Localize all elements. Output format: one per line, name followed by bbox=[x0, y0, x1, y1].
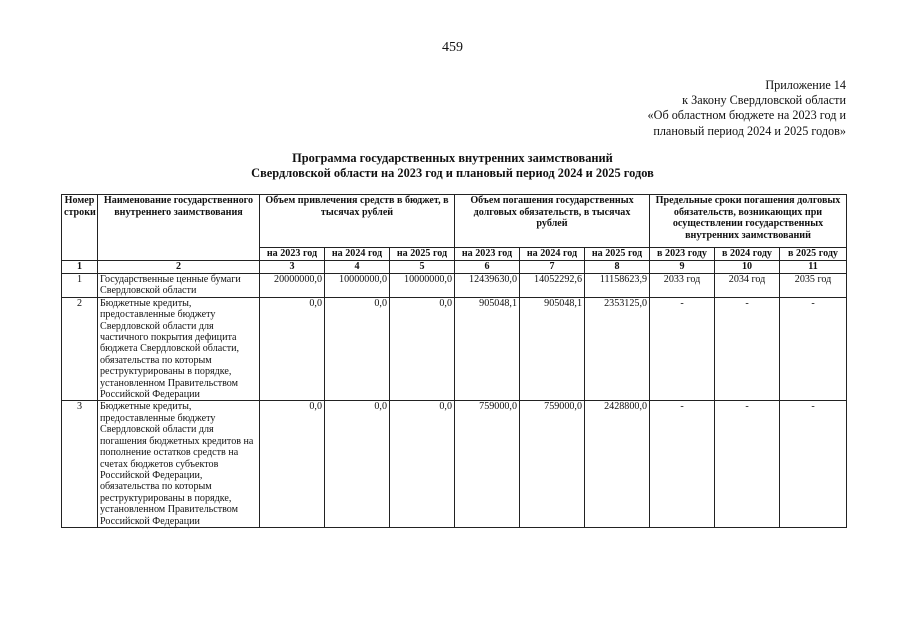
header-attraction: Объем привлечения средств в бюджет, в тысячах рублей bbox=[260, 195, 455, 248]
title-line-2: Свердловской области на 2023 год и плановый период 2024 и 2025 годов bbox=[251, 165, 654, 180]
attraction-2024: 0,0 bbox=[325, 401, 390, 527]
repayment-2025: 2353125,0 bbox=[585, 297, 650, 401]
repayment-2025: 2428800,0 bbox=[585, 401, 650, 527]
title-line-1: Программа государственных внутренних заимствований bbox=[292, 151, 613, 165]
row-number: 3 bbox=[62, 401, 98, 527]
table-row bbox=[62, 401, 847, 527]
column-index: 1 bbox=[62, 261, 98, 274]
page-number: 459 bbox=[442, 40, 463, 55]
year-header: на 2025 год bbox=[390, 248, 455, 261]
term-2023: - bbox=[650, 401, 715, 527]
term-2023: - bbox=[650, 297, 715, 401]
row-number: 1 bbox=[62, 274, 98, 298]
borrowing-name: Бюджетные кредиты, предоставленные бюджету Свердловской области для погашения бюджетных кредитов на пополнение остатков средств на счетах бюджетов субъектов Российской Федерации, обязательства по которым реструктурированы в порядке, установленном Правительством Российской Федерации bbox=[98, 401, 260, 527]
repayment-2025: 11158623,9 bbox=[585, 274, 650, 298]
year-header: в 2023 году bbox=[650, 248, 715, 261]
term-2023: 2033 год bbox=[650, 274, 715, 298]
column-index: 8 bbox=[585, 261, 650, 274]
repayment-2024: 14052292,6 bbox=[520, 274, 585, 298]
column-index: 7 bbox=[520, 261, 585, 274]
borrowing-program-table bbox=[61, 194, 847, 528]
repayment-2024: 905048,1 bbox=[520, 297, 585, 401]
term-2024: 2034 год bbox=[715, 274, 780, 298]
column-index: 6 bbox=[455, 261, 520, 274]
year-header: на 2024 год bbox=[520, 248, 585, 261]
attraction-2023: 20000000,0 bbox=[260, 274, 325, 298]
attraction-2023: 0,0 bbox=[260, 401, 325, 527]
document-title bbox=[0, 151, 905, 181]
borrowing-name: Государственные ценные бумаги Свердловской области bbox=[98, 274, 260, 298]
column-index: 2 bbox=[98, 261, 260, 274]
term-2025: - bbox=[780, 401, 847, 527]
appendix-line: «Об областном бюджете на 2023 год и bbox=[647, 108, 846, 123]
term-2025: - bbox=[780, 297, 847, 401]
column-index-row bbox=[62, 261, 847, 274]
attraction-2025: 0,0 bbox=[390, 401, 455, 527]
column-index: 3 bbox=[260, 261, 325, 274]
attraction-2025: 10000000,0 bbox=[390, 274, 455, 298]
year-header: на 2025 год bbox=[585, 248, 650, 261]
header-repayment: Объем погашения государственных долговых обязательств, в тысячах рублей bbox=[455, 195, 650, 248]
attraction-2024: 0,0 bbox=[325, 297, 390, 401]
year-header: в 2024 году bbox=[715, 248, 780, 261]
attraction-2023: 0,0 bbox=[260, 297, 325, 401]
row-number: 2 bbox=[62, 297, 98, 401]
column-index: 9 bbox=[650, 261, 715, 274]
term-2024: - bbox=[715, 297, 780, 401]
appendix-line: плановый период 2024 и 2025 годов» bbox=[653, 123, 846, 138]
year-header: в 2025 году bbox=[780, 248, 847, 261]
table-row bbox=[62, 297, 847, 401]
header-row-number: Номер строки bbox=[62, 195, 98, 261]
repayment-2024: 759000,0 bbox=[520, 401, 585, 527]
appendix-reference bbox=[648, 78, 846, 139]
column-index: 10 bbox=[715, 261, 780, 274]
header-name: Наименование государственного внутреннего заимствования bbox=[98, 195, 260, 261]
header-row bbox=[62, 195, 847, 248]
header-terms: Предельные сроки погашения долговых обязательств, возникающих при осуществлении государственных внутренних заимствований bbox=[650, 195, 847, 248]
repayment-2023: 12439630,0 bbox=[455, 274, 520, 298]
column-index: 4 bbox=[325, 261, 390, 274]
column-index: 5 bbox=[390, 261, 455, 274]
appendix-line: Приложение 14 bbox=[765, 78, 846, 92]
table-row bbox=[62, 274, 847, 298]
attraction-2024: 10000000,0 bbox=[325, 274, 390, 298]
year-header: на 2023 год bbox=[455, 248, 520, 261]
year-header: на 2024 год bbox=[325, 248, 390, 261]
year-header: на 2023 год bbox=[260, 248, 325, 261]
appendix-line: к Закону Свердловской области bbox=[682, 93, 846, 108]
repayment-2023: 759000,0 bbox=[455, 401, 520, 527]
term-2024: - bbox=[715, 401, 780, 527]
borrowing-name: Бюджетные кредиты, предоставленные бюджету Свердловской области для частичного покрытия дефицита бюджета Свердловской области, обязательства по которым реструктурированы в порядке, установленном Правительством Российской Федерации bbox=[98, 297, 260, 401]
term-2025: 2035 год bbox=[780, 274, 847, 298]
repayment-2023: 905048,1 bbox=[455, 297, 520, 401]
column-index: 11 bbox=[780, 261, 847, 274]
attraction-2025: 0,0 bbox=[390, 297, 455, 401]
